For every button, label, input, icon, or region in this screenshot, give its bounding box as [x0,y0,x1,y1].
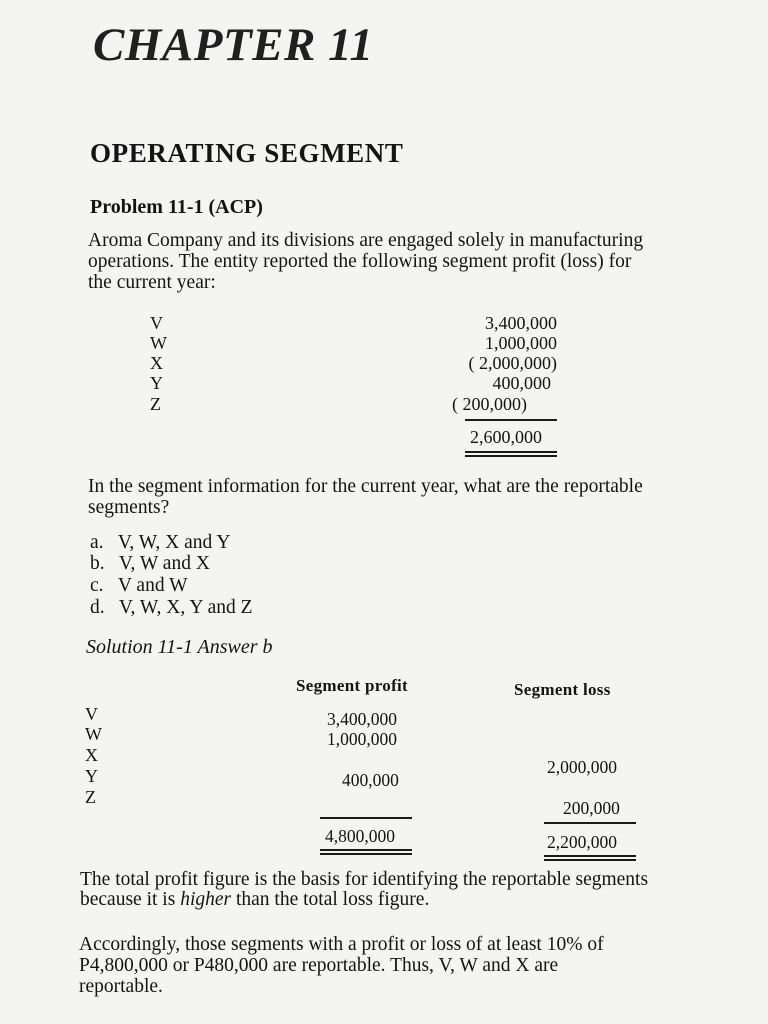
double-rule [320,853,412,855]
explanation-paragraph [80,870,648,910]
choice-b [90,553,210,575]
column-header-loss: Segment loss [514,680,611,699]
choice-d [90,597,253,619]
paragraph-line: P4,800,000 or P480,000 are reportable. Thus, V, W and X are [79,955,559,976]
double-rule [544,859,636,861]
loss-value: 200,000 [563,798,620,818]
solution-segment-label: Z [85,787,96,807]
solution-segment-label: X [85,745,98,765]
solution-heading: Solution 11-1 Answer b [86,636,273,658]
subtotal-rule [465,419,557,421]
segment-label: V [150,313,163,333]
problem-heading: Problem 11-1 (ACP) [90,196,263,218]
loss-total: 2,200,000 [547,832,617,852]
choice-a [90,532,231,554]
question-line: segments? [88,497,170,518]
intro-line: the current year: [88,272,216,293]
paragraph-text: because it is [80,889,181,910]
emphasis-text: higher [180,889,232,910]
profit-value: 3,400,000 [327,709,397,729]
question-line: In the segment information for the current year, what are the reportable [88,476,643,497]
choice-letter: b. [90,553,105,574]
paragraph-line: The total profit figure is the basis for identifying the reportable segments [80,869,649,890]
segment-label: Z [150,394,161,414]
segment-amount: 1,000,000 [485,333,557,353]
double-rule [320,849,412,851]
paragraph-line: Accordingly, those segments with a profit or loss of at least 10% of [79,934,604,955]
double-rule [465,451,557,453]
profit-total: 4,800,000 [325,826,395,846]
profit-value: 400,000 [342,770,399,790]
solution-segment-label: W [85,724,102,744]
paragraph-text: than the total loss figure. [231,889,430,910]
choice-letter: a. [90,532,104,553]
double-rule [544,855,636,857]
loss-value: 2,000,000 [547,757,617,777]
choice-text: V, W and X [118,553,210,574]
chapter-title: CHAPTER 11 [93,19,374,71]
segment-amount: 400,000 [492,373,551,393]
paragraph-line [80,890,648,910]
choice-c [90,575,188,597]
choice-letter: d. [90,597,105,618]
segment-amount: ( 200,000) [452,394,527,414]
segment-amount: ( 2,000,000) [468,353,557,373]
choice-text: V, W, X, Y and Z [118,597,253,618]
segment-label: W [150,333,167,353]
segment-amount: 3,400,000 [485,313,557,333]
intro-line: Aroma Company and its divisions are engaged solely in manufacturing [88,230,644,251]
segment-label: X [150,353,163,373]
problem-intro [88,230,643,293]
column-header-profit: Segment profit [296,676,409,695]
problem-question [88,476,643,518]
intro-line: operations. The entity reported the following segment profit (loss) for [88,251,632,272]
choice-text: V and W [117,575,188,596]
choice-text: V, W, X and Y [117,532,231,553]
problem-total: 2,600,000 [470,427,542,447]
double-rule [465,455,557,457]
loss-subtotal-rule [544,822,636,824]
conclusion-paragraph [79,934,604,997]
solution-segment-label: Y [85,766,98,786]
solution-segment-label: V [85,704,98,724]
profit-value: 1,000,000 [327,729,397,749]
section-title: OPERATING SEGMENT [90,138,404,168]
choice-letter: c. [90,575,104,596]
profit-subtotal-rule [320,817,412,819]
paragraph-line: reportable. [79,976,163,997]
segment-label: Y [150,373,163,393]
